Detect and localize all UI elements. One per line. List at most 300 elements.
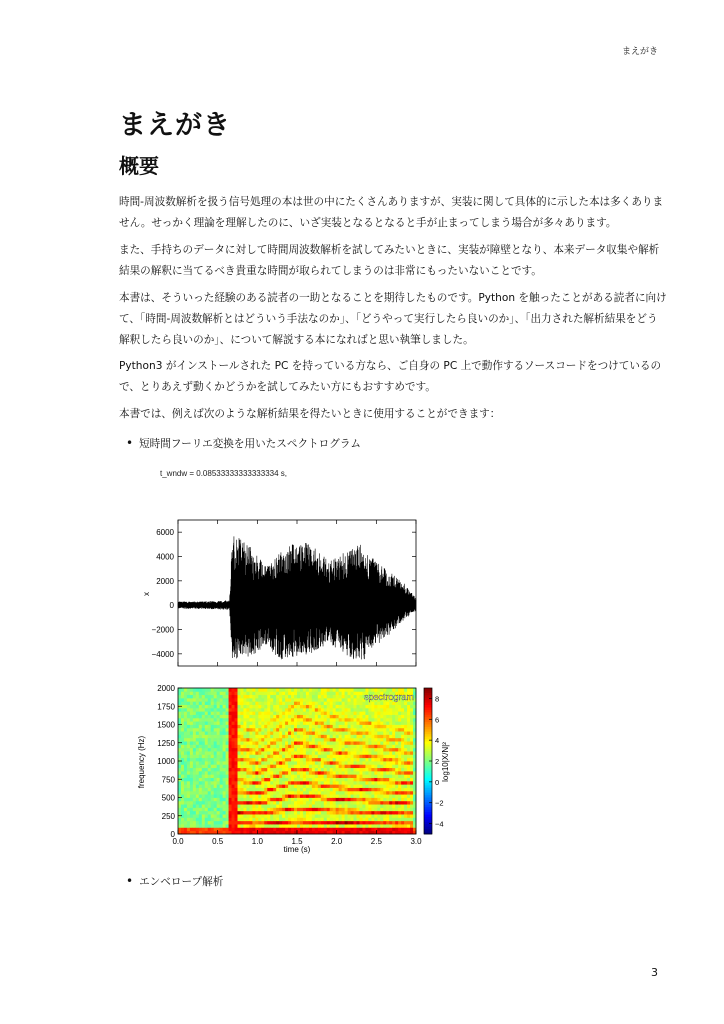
spectrogram-cell: [392, 778, 395, 782]
spectrogram-cell: [297, 718, 300, 722]
spectrogram-cell: [407, 731, 410, 735]
spectrogram-cell: [348, 774, 351, 778]
spectrogram-cell: [232, 784, 235, 788]
spectrogram-cell: [401, 758, 404, 762]
spectrogram-cell: [205, 794, 208, 798]
spectrogram-cell: [208, 711, 211, 715]
spectrogram-cell: [184, 821, 187, 825]
spectrogram-cell: [339, 741, 342, 745]
spectrogram-cell: [187, 761, 190, 765]
spectrogram-cell: [383, 804, 386, 808]
spectrogram-cell: [300, 698, 303, 702]
spectrogram-cell: [297, 725, 300, 729]
spectrogram-cell: [249, 798, 252, 802]
spectrogram-cell: [267, 734, 270, 738]
spectrogram-cell: [199, 807, 202, 811]
spectrogram-cell: [184, 731, 187, 735]
spectrogram-cell: [324, 708, 327, 712]
spectrogram-cell: [258, 761, 261, 765]
spectrogram-cell: [264, 781, 267, 785]
spectrogram-cell: [264, 721, 267, 725]
waveform-y-tick-label: 2000: [156, 576, 174, 586]
spectrogram-cell: [303, 741, 306, 745]
spectrogram-cell: [226, 824, 229, 828]
spectrogram-cell: [220, 794, 223, 798]
spectrogram-cell: [359, 761, 362, 765]
spectrogram-cell: [306, 695, 309, 699]
spectrogram-cell: [226, 725, 229, 729]
spectrogram-cell: [273, 794, 276, 798]
spectrogram-cell: [243, 728, 246, 732]
spectrogram-cell: [327, 711, 330, 715]
spectrogram-cell: [258, 794, 261, 798]
spectrogram-cell: [291, 758, 294, 762]
spectrogram-cell: [264, 731, 267, 735]
spectrogram-cell: [279, 695, 282, 699]
spectrogram-cell: [392, 768, 395, 772]
spectrogram-cell: [333, 811, 336, 815]
spectrogram-cell: [205, 748, 208, 752]
spectrogram-cell: [181, 764, 184, 768]
spectrogram-cell: [229, 688, 232, 692]
spectrogram-cell: [208, 791, 211, 795]
spectrogram-cell: [199, 695, 202, 699]
spectrogram-cell: [187, 774, 190, 778]
spectrogram-cell: [226, 718, 229, 722]
spectrogram-cell: [342, 798, 345, 802]
spectrogram-cell: [217, 778, 220, 782]
spectrogram-cell: [294, 761, 297, 765]
spectrogram-cell: [187, 768, 190, 772]
spectrogram-cell: [190, 698, 193, 702]
spectrogram-cell: [309, 778, 312, 782]
spectrogram-cell: [342, 734, 345, 738]
spectrogram-cell: [410, 734, 413, 738]
spectrogram-cell: [312, 741, 315, 745]
spectrogram-cell: [291, 728, 294, 732]
spectrogram-cell: [309, 705, 312, 709]
spectrogram-cell: [246, 794, 249, 798]
spectrogram-cell: [205, 781, 208, 785]
spectrogram-cell: [306, 754, 309, 758]
spectrogram-cell: [276, 774, 279, 778]
spectrogram-cell: [258, 791, 261, 795]
spectrogram-cell: [238, 801, 241, 805]
spectrogram-cell: [362, 748, 365, 752]
spectrogram-cell: [327, 817, 330, 821]
spectrogram-cell: [264, 807, 267, 811]
spectrogram-cell: [279, 778, 282, 782]
colorbar-segment: [424, 790, 432, 793]
spectrogram-cell: [270, 728, 273, 732]
spectrogram-y-tick-label: 1500: [157, 720, 175, 730]
spectrogram-cell: [383, 781, 386, 785]
spectrogram-cell: [330, 821, 333, 825]
spectrogram-cell: [190, 751, 193, 755]
spectrogram-cell: [294, 758, 297, 762]
spectrogram-cell: [258, 715, 261, 719]
spectrogram-cell: [321, 791, 324, 795]
spectrogram-cell: [238, 718, 241, 722]
spectrogram-cell: [205, 824, 208, 828]
spectrogram-cell: [327, 814, 330, 818]
spectrogram-cell: [232, 744, 235, 748]
spectrogram-cell: [249, 817, 252, 821]
spectrogram-cell: [336, 744, 339, 748]
spectrogram-cell: [395, 791, 398, 795]
spectrogram-cell: [318, 718, 321, 722]
spectrogram-cell: [282, 791, 285, 795]
spectrogram-cell: [410, 778, 413, 782]
spectrogram-cell: [336, 758, 339, 762]
spectrogram-cell: [249, 814, 252, 818]
spectrogram-cell: [333, 715, 336, 719]
spectrogram-cell: [354, 721, 357, 725]
colorbar-segment: [424, 817, 432, 820]
spectrogram-cell: [211, 754, 214, 758]
spectrogram-cell: [187, 791, 190, 795]
spectrogram-cell: [223, 784, 226, 788]
spectrogram-cell: [279, 784, 282, 788]
spectrogram-cell: [333, 814, 336, 818]
spectrogram-cell: [303, 701, 306, 705]
spectrogram-cell: [243, 748, 246, 752]
spectrogram-cell: [238, 691, 241, 695]
spectrogram-cell: [252, 827, 255, 831]
spectrogram-cell: [267, 731, 270, 735]
spectrogram-cell: [404, 784, 407, 788]
spectrogram-cell: [196, 817, 199, 821]
spectrogram-cell: [401, 778, 404, 782]
spectrogram-cell: [238, 698, 241, 702]
spectrogram-cell: [392, 758, 395, 762]
spectrogram-cell: [193, 814, 196, 818]
spectrogram-cell: [261, 718, 264, 722]
spectrogram-cell: [401, 804, 404, 808]
spectrogram-cell: [220, 761, 223, 765]
spectrogram-cell: [261, 744, 264, 748]
spectrogram-cell: [294, 708, 297, 712]
spectrogram-cell: [235, 738, 238, 742]
spectrogram-cell: [252, 754, 255, 758]
spectrogram-cell: [232, 778, 235, 782]
spectrogram-cell: [377, 741, 380, 745]
spectrogram-cell: [187, 718, 190, 722]
colorbar-segment: [424, 710, 432, 713]
spectrogram-cell: [354, 824, 357, 828]
spectrogram-cell: [285, 711, 288, 715]
spectrogram-cell: [362, 801, 365, 805]
spectrogram-cell: [264, 774, 267, 778]
spectrogram-cell: [336, 827, 339, 831]
spectrogram-cell: [330, 804, 333, 808]
spectrogram-cell: [386, 824, 389, 828]
spectrogram-cell: [276, 814, 279, 818]
spectrogram-cell: [309, 748, 312, 752]
spectrogram-cell: [345, 688, 348, 692]
spectrogram-cell: [288, 718, 291, 722]
spectrogram-cell: [380, 774, 383, 778]
spectrogram-cell: [330, 725, 333, 729]
spectrogram-cell: [321, 688, 324, 692]
spectrogram-cell: [226, 761, 229, 765]
spectrogram-cell: [392, 721, 395, 725]
spectrogram-cell: [240, 721, 243, 725]
spectrogram-cell: [217, 741, 220, 745]
spectrogram-cell: [371, 791, 374, 795]
spectrogram-cell: [270, 688, 273, 692]
spectrogram-cell: [368, 827, 371, 831]
spectrogram-cell: [199, 788, 202, 792]
spectrogram-cell: [303, 804, 306, 808]
spectrogram-cell: [282, 824, 285, 828]
spectrogram-cell: [330, 728, 333, 732]
spectrogram-cell: [208, 804, 211, 808]
spectrogram-cell: [342, 691, 345, 695]
spectrogram-cell: [211, 715, 214, 719]
spectrogram-cell: [342, 728, 345, 732]
colorbar-segment: [424, 783, 432, 786]
spectrogram-cell: [410, 781, 413, 785]
spectrogram-cell: [264, 817, 267, 821]
spectrogram-cell: [223, 705, 226, 709]
spectrogram-cell: [368, 731, 371, 735]
spectrogram-cell: [208, 794, 211, 798]
spectrogram-cell: [371, 728, 374, 732]
spectrogram-cell: [374, 774, 377, 778]
colorbar-segment: [424, 815, 432, 818]
spectrogram-cell: [377, 748, 380, 752]
spectrogram-cell: [267, 814, 270, 818]
spectrogram-cell: [371, 725, 374, 729]
spectrogram-cell: [226, 764, 229, 768]
spectrogram-cell: [246, 811, 249, 815]
spectrogram-cell: [226, 784, 229, 788]
spectrogram-cell: [270, 791, 273, 795]
spectrogram-cell: [291, 794, 294, 798]
spectrogram-cell: [264, 741, 267, 745]
spectrogram-cell: [300, 734, 303, 738]
spectrogram-cell: [267, 718, 270, 722]
spectrogram-cell: [294, 698, 297, 702]
spectrogram-cell: [306, 778, 309, 782]
spectrogram-cell: [324, 788, 327, 792]
spectrogram-cell: [279, 708, 282, 712]
spectrogram-cell: [368, 778, 371, 782]
colorbar-tick-label: 8: [435, 694, 440, 704]
spectrogram-cell: [312, 708, 315, 712]
spectrogram-cell: [348, 691, 351, 695]
spectrogram-cell: [401, 744, 404, 748]
spectrogram-cell: [196, 744, 199, 748]
spectrogram-cell: [285, 748, 288, 752]
spectrogram-cell: [383, 814, 386, 818]
spectrogram-cell: [273, 824, 276, 828]
spectrogram-cell: [181, 711, 184, 715]
spectrogram-cell: [255, 725, 258, 729]
spectrogram-cell: [199, 691, 202, 695]
spectrogram-cell: [199, 764, 202, 768]
spectrogram-cell: [309, 827, 312, 831]
spectrogram-cell: [258, 734, 261, 738]
spectrogram-cell: [285, 794, 288, 798]
spectrogram-cell: [300, 798, 303, 802]
spectrogram-cell: [345, 758, 348, 762]
spectrogram-cell: [288, 798, 291, 802]
spectrogram-cell: [276, 807, 279, 811]
spectrogram-cell: [321, 695, 324, 699]
spectrogram-cell: [371, 817, 374, 821]
spectrogram-cell: [285, 807, 288, 811]
spectrogram-cell: [187, 781, 190, 785]
spectrogram-cell: [291, 824, 294, 828]
spectrogram-cell: [202, 754, 205, 758]
spectrogram-cell: [202, 718, 205, 722]
spectrogram-cell: [377, 811, 380, 815]
spectrogram-cell: [348, 688, 351, 692]
spectrogram-cell: [407, 817, 410, 821]
spectrogram-cell: [243, 784, 246, 788]
spectrogram-cell: [187, 778, 190, 782]
spectrogram-cell: [282, 811, 285, 815]
spectrogram-cell: [398, 738, 401, 742]
spectrogram-cell: [359, 731, 362, 735]
spectrogram-cell: [389, 725, 392, 729]
spectrogram-cell: [235, 695, 238, 699]
spectrogram-cell: [243, 798, 246, 802]
spectrogram-cell: [348, 701, 351, 705]
spectrogram-cell: [246, 778, 249, 782]
spectrogram-cell: [199, 811, 202, 815]
spectrogram-cell: [232, 701, 235, 705]
spectrogram-cell: [306, 794, 309, 798]
spectrogram-cell: [398, 715, 401, 719]
spectrogram-cell: [365, 788, 368, 792]
spectrogram-cell: [211, 738, 214, 742]
spectrogram-cell: [232, 751, 235, 755]
spectrogram-cell: [255, 784, 258, 788]
spectrogram-cell: [187, 695, 190, 699]
spectrogram-cell: [324, 741, 327, 745]
spectrogram-cell: [217, 811, 220, 815]
spectrogram-cell: [223, 718, 226, 722]
colorbar-segment: [424, 756, 432, 759]
spectrogram-cell: [336, 728, 339, 732]
spectrogram-cell: [342, 821, 345, 825]
spectrogram-cell: [357, 758, 360, 762]
spectrogram-cell: [205, 701, 208, 705]
spectrogram-cell: [345, 827, 348, 831]
spectrogram-cell: [380, 708, 383, 712]
spectrogram-cell: [398, 718, 401, 722]
spectrogram-cell: [410, 751, 413, 755]
spectrogram-cell: [246, 731, 249, 735]
spectrogram-y-tick-label: 0: [170, 830, 175, 839]
spectrogram-cell: [249, 711, 252, 715]
spectrogram-cell: [178, 798, 181, 802]
spectrogram-cell: [264, 771, 267, 775]
spectrogram-cell: [407, 811, 410, 815]
spectrogram-cell: [243, 807, 246, 811]
spectrogram-cell: [267, 708, 270, 712]
spectrogram-cell: [309, 721, 312, 725]
spectrogram-cell: [261, 814, 264, 818]
spectrogram-cell: [318, 827, 321, 831]
spectrogram-cell: [229, 811, 232, 815]
spectrogram-cell: [359, 744, 362, 748]
spectrogram-cell: [181, 738, 184, 742]
spectrogram-cell: [339, 734, 342, 738]
spectrogram-cell: [178, 751, 181, 755]
spectrogram-cell: [264, 734, 267, 738]
spectrogram-cell: [318, 738, 321, 742]
spectrogram-cell: [294, 798, 297, 802]
spectrogram-cell: [243, 744, 246, 748]
spectrogram-cell: [282, 754, 285, 758]
spectrogram-cell: [199, 824, 202, 828]
spectrogram-cell: [291, 791, 294, 795]
spectrogram-cell: [333, 725, 336, 729]
spectrogram-cell: [187, 734, 190, 738]
spectrogram-cell: [395, 774, 398, 778]
spectrogram-cell: [398, 821, 401, 825]
spectrogram-cell: [255, 761, 258, 765]
spectrogram-cell: [261, 764, 264, 768]
spectrogram-cell: [371, 768, 374, 772]
spectrogram-cell: [357, 798, 360, 802]
spectrogram-cell: [309, 794, 312, 798]
spectrogram-cell: [315, 718, 318, 722]
spectrogram-cell: [211, 718, 214, 722]
spectrogram-cell: [374, 751, 377, 755]
spectrogram-cell: [342, 738, 345, 742]
spectrogram-cell: [336, 718, 339, 722]
spectrogram-cell: [407, 728, 410, 732]
spectrogram-cell: [306, 817, 309, 821]
spectrogram-cell: [297, 758, 300, 762]
spectrogram-cell: [377, 814, 380, 818]
spectrogram-cell: [303, 718, 306, 722]
spectrogram-cell: [377, 721, 380, 725]
spectrogram-cell: [383, 798, 386, 802]
spectrogram-cell: [339, 754, 342, 758]
spectrogram-cell: [306, 725, 309, 729]
spectrogram-cell: [407, 744, 410, 748]
spectrogram-cell: [181, 771, 184, 775]
spectrogram-cell: [339, 827, 342, 831]
spectrogram-cell: [270, 721, 273, 725]
spectrogram-cell: [315, 821, 318, 825]
spectrogram-cell: [324, 804, 327, 808]
spectrogram-cell: [285, 705, 288, 709]
spectrogram-cell: [288, 725, 291, 729]
spectrogram-cell: [184, 715, 187, 719]
spectrogram-cell: [395, 784, 398, 788]
spectrogram-cell: [258, 768, 261, 772]
spectrogram-cell: [232, 804, 235, 808]
spectrogram-cell: [374, 711, 377, 715]
spectrogram-cell: [312, 774, 315, 778]
spectrogram-cell: [240, 695, 243, 699]
spectrogram-cell: [309, 774, 312, 778]
bullet-item: [126, 436, 361, 451]
spectrogram-cell: [410, 801, 413, 805]
spectrogram-cell: [383, 811, 386, 815]
spectrogram-cell: [404, 811, 407, 815]
spectrogram-cell: [362, 758, 365, 762]
colorbar-segment: [424, 727, 432, 730]
spectrogram-cell: [211, 817, 214, 821]
